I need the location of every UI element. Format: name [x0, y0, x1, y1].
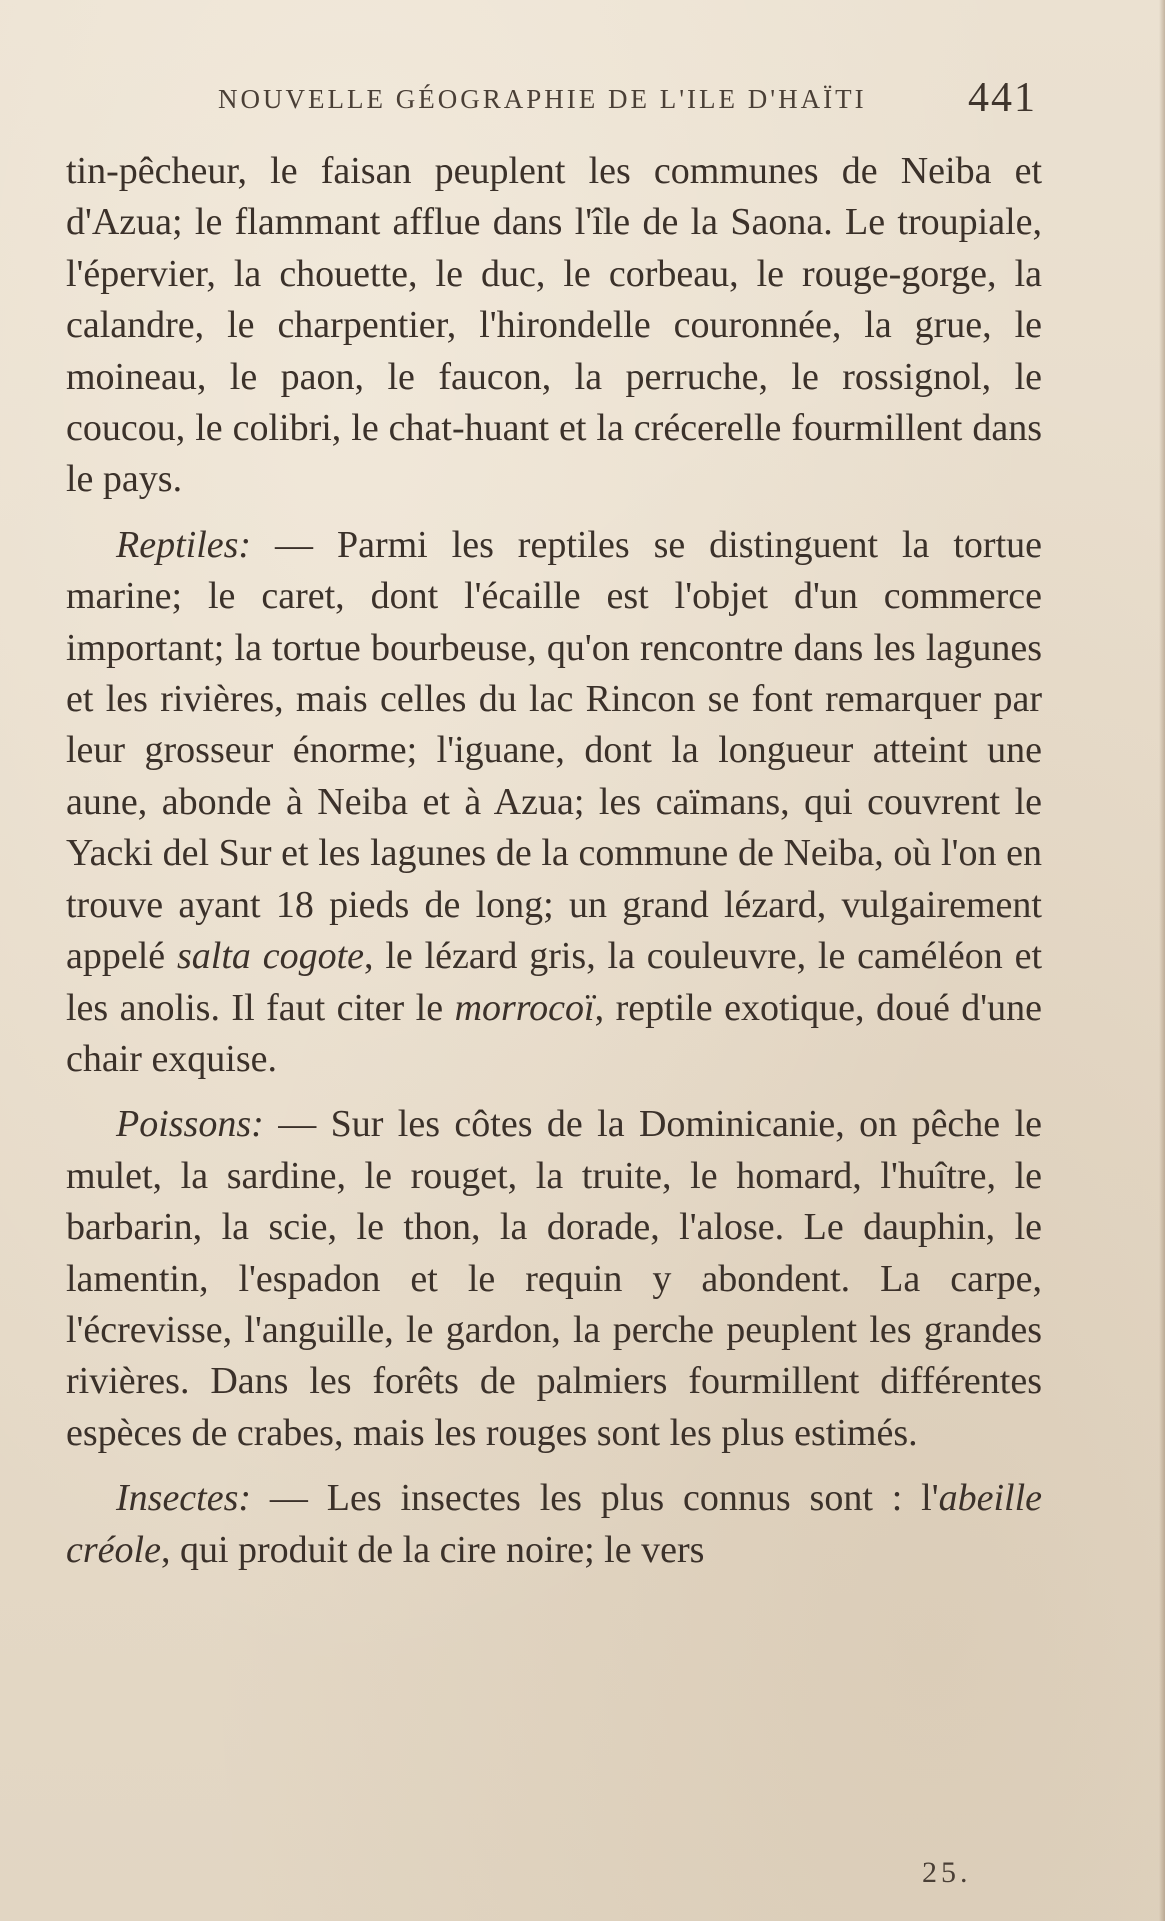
paragraph-birds-text: tin-pêcheur, le faisan peuplent les communes de Neiba et d'Azua; le flammant afflue dans l'île de la Saona. Le troupiale, l'épervier, la chouette, le duc, le corbeau, le rouge-gorge, la calandre, le charpentier, l'hirondelle couronnée, la grue, le moineau, le paon, le faucon, la perruche, le rossignol, le coucou, le colibri, le chat-huant et la crécerelle fourmillent dans le pays. [66, 150, 1042, 501]
page-header [0, 72, 1165, 132]
paragraph-reptiles-text-a: — Parmi les reptiles se distinguent la tortue marine; le caret, dont l'écaille est l'objet d'un commerce important; la tortue bourbeuse, qu'on rencontre dans les lagunes et les rivières, mais celles du lac Rincon se font remarquer par leur grosseur énorme; l'iguane, dont la longueur atteint une aune, abonde à Neiba et à Azua; les caïmans, qui couvrent le Yacki del Sur et les lagunes de la commune de Neiba, où l'on en trouve ayant 18 pieds de long; un grand lézard, vulgairement appelé [66, 523, 1042, 978]
paragraph-insects [66, 1473, 1042, 1576]
section-lead-reptiles: Reptiles: [116, 523, 252, 566]
paragraph-insects-text-a: — Les insectes les plus connus sont : l' [251, 1477, 939, 1520]
paragraph-fish [66, 1099, 1042, 1459]
term-salta-cogote: salta cogote [176, 935, 365, 978]
signature-mark: 25. [922, 1856, 972, 1889]
paragraph-insects-text-b: , qui produit de la cire noire; le vers [160, 1528, 705, 1571]
paragraph-reptiles-text-b: , le lézard gris, la couleuvre, le caméléon et les anolis. Il faut citer le [66, 935, 1042, 1029]
section-lead-insectes: Insectes: [116, 1477, 252, 1520]
term-abeille-creole: abeille créole [66, 1477, 1042, 1571]
term-morrocoi: morrocoï [454, 986, 595, 1029]
paragraph-fish-text: — Sur les côtes de la Dominicanie, on pêche le mulet, la sardine, le rouget, la truite, le homard, l'huître, le barbarin, la scie, le thon, la dorade, l'alose. Le dauphin, le lamentin, l'espadon et le requin y abondent. La carpe, l'écrevisse, l'anguille, le gardon, la perche peuplent les grandes rivières. Dans les forêts de palmiers fourmillent différentes espèces de crabes, mais les rouges sont les plus estimés. [66, 1103, 1042, 1454]
section-lead-poissons: Poissons: [116, 1103, 264, 1146]
paragraph-birds [66, 146, 1042, 506]
paragraph-reptiles-text-c: , reptile exotique, doué d'une chair exquise. [66, 986, 1042, 1080]
page-edge-shadow [1159, 0, 1165, 1921]
page-number: 441 [968, 75, 1037, 121]
paragraph-reptiles [66, 520, 1042, 1085]
running-title: NOUVELLE GÉOGRAPHIE DE L'ILE D'HAÏTI [218, 84, 867, 114]
body-text [66, 146, 1042, 1576]
